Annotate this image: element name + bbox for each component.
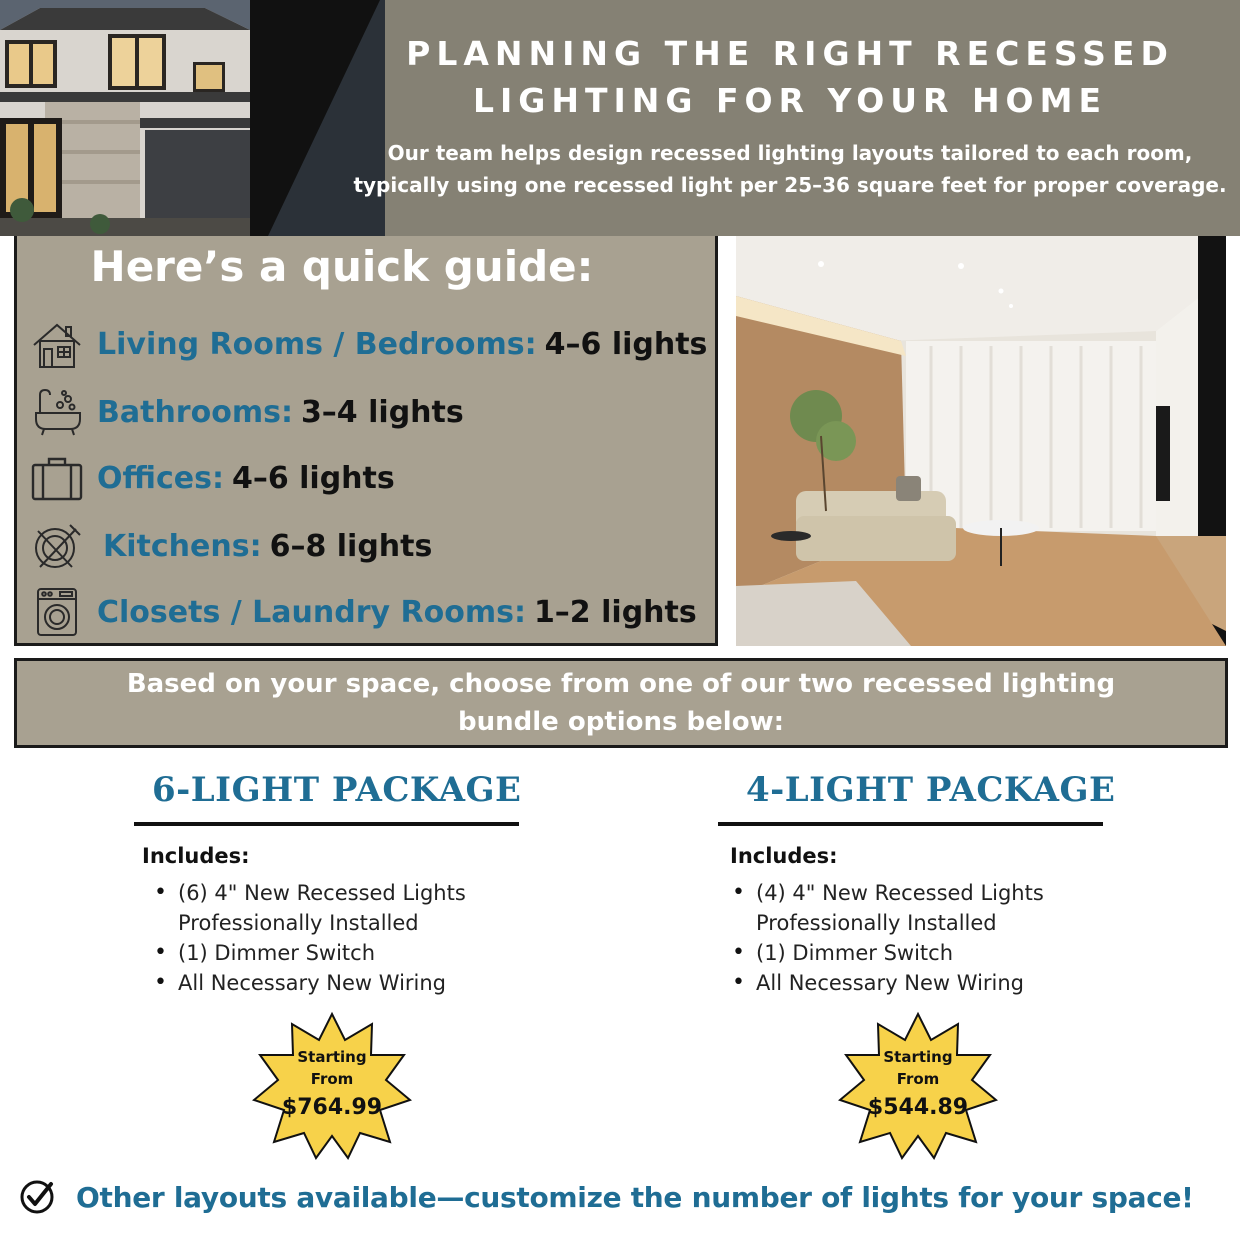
package-item-text: (1) Dimmer Switch: [178, 941, 375, 965]
badge-price: $764.99: [281, 1095, 383, 1120]
banner-line-2: bundle options below:: [458, 707, 784, 737]
badge-price: $544.89: [867, 1095, 969, 1120]
badge-starting: Starting: [883, 1048, 953, 1066]
guide-row-offices: [29, 448, 395, 508]
package-title: 6-LIGHT PACKAGE: [152, 770, 522, 810]
guide-room-label: Bathrooms:: [97, 394, 293, 430]
package-item-text: All Necessary New Wiring: [756, 971, 1025, 995]
package-item-text-cont: Professionally Installed: [756, 911, 997, 935]
package-includes-label: Includes:: [142, 844, 250, 868]
badge-starting: Starting: [297, 1048, 367, 1066]
package-items-list: [732, 878, 1138, 998]
guide-room-label: Closets / Laundry Rooms:: [97, 594, 526, 630]
title-line-1: PLANNING THE RIGHT RECESSED: [406, 34, 1174, 73]
guide-row-kitchens: [29, 516, 432, 576]
guide-row-closets: [29, 582, 697, 642]
utensils-icon: [29, 518, 85, 574]
checkmark-circle-icon: [18, 1178, 56, 1216]
package-item: [154, 938, 554, 968]
guide-light-count: 4–6 lights: [544, 326, 708, 362]
badge-from: From: [896, 1070, 940, 1088]
subtitle-line-1: Our team helps design recessed lighting layouts tailored to each room,: [387, 141, 1193, 165]
banner-line-1: Based on your space, choose from one of our two recessed lighting: [126, 669, 1116, 699]
guide-light-count: 4–6 lights: [231, 460, 395, 496]
bundle-banner: [14, 658, 1228, 748]
package-divider: [718, 822, 1103, 826]
guide-room-label: Offices:: [97, 460, 224, 496]
badge-from: From: [310, 1070, 354, 1088]
package-includes-label: Includes:: [730, 844, 838, 868]
guide-row-bathrooms: [29, 382, 464, 442]
footer-text: Other layouts available—customize the number of lights for your space!: [76, 1180, 1194, 1214]
footer-note: [18, 1174, 1228, 1220]
package-item: [154, 968, 554, 998]
briefcase-icon: [29, 450, 85, 506]
package-title: 4-LIGHT PACKAGE: [746, 770, 1116, 810]
house-icon: [29, 316, 85, 372]
page-title: [390, 30, 1190, 124]
guide-row-living: [29, 314, 707, 374]
title-line-2: LIGHTING FOR YOUR HOME: [472, 81, 1107, 120]
page-subtitle: [340, 137, 1240, 201]
quick-guide-panel: [14, 236, 718, 646]
package-items-list: [154, 878, 554, 998]
guide-light-count: 6–8 lights: [269, 528, 433, 564]
package-item-text: All Necessary New Wiring: [178, 971, 447, 995]
package-item-text: (4) 4" New Recessed Lights: [756, 881, 1044, 905]
house-exterior-photo: [0, 0, 385, 236]
package-divider: [134, 822, 519, 826]
guide-light-count: 3–4 lights: [300, 394, 464, 430]
living-room-photo: [736, 236, 1226, 646]
price-badge-4-light: [838, 1010, 998, 1160]
package-4-light: [718, 770, 1138, 998]
package-item: [732, 938, 1138, 968]
guide-room-label: Living Rooms / Bedrooms:: [97, 326, 537, 362]
package-6-light: [134, 770, 554, 998]
bathtub-icon: [29, 384, 85, 440]
header-banner: [0, 0, 1240, 236]
package-item-text: (6) 4" New Recessed Lights: [178, 881, 466, 905]
guide-light-count: 1–2 lights: [533, 594, 697, 630]
guide-title: Here’s a quick guide:: [90, 242, 594, 291]
package-item-text: (1) Dimmer Switch: [756, 941, 953, 965]
guide-room-label: Kitchens:: [103, 528, 262, 564]
subtitle-line-2: typically using one recessed light per 25–36 square feet for proper coverage.: [353, 173, 1227, 197]
package-item: [732, 968, 1138, 998]
washing-machine-icon: [29, 584, 85, 640]
package-item-text-cont: Professionally Installed: [178, 911, 419, 935]
price-badge-6-light: [252, 1010, 412, 1160]
package-item: [154, 878, 554, 938]
package-item: [732, 878, 1138, 938]
